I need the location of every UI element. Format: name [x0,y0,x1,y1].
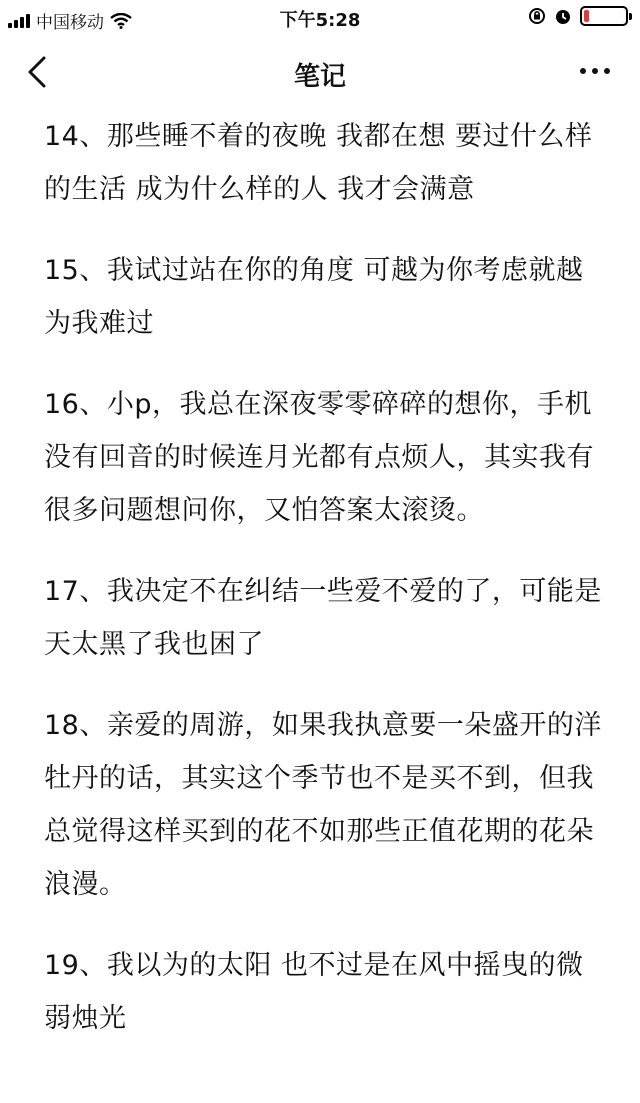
note-paragraph: 17、我决定不在纠结一些爱不爱的了，可能是天太黑了我也困了 [44,576,602,660]
rotation-lock-icon [528,7,546,25]
note-paragraph: 16、小p，我总在深夜零零碎碎的想你，手机没有回音的时候连月光都有点烦人，其实我有很多问题想问你，又怕答案太滚烫。 [44,389,594,526]
battery-fill [584,10,589,22]
alarm-icon [554,7,572,25]
carrier-label: 中国移动 [36,13,104,33]
status-right [528,6,628,26]
status-bar [0,0,640,40]
battery-icon [580,6,628,26]
note-paragraph: 15、我试过站在你的角度 可越为你考虑就越为我难过 [44,255,584,339]
more-horizontal-icon[interactable] [580,68,610,74]
page-title: 笔记 [293,62,346,92]
note-paragraph: 19、我以为的太阳 也不过是在风中摇曳的微弱烛光 [44,950,584,1034]
note-paragraph: 18、亲爱的周游，如果我执意要一朵盛开的洋牡丹的话，其实这个季节也不是买不到，但我总觉得这样买到的花不如那些正值花期的花朵浪漫。 [44,710,602,900]
note-content [44,110,604,1073]
status-time: 下午5:28 [279,10,361,31]
nav-bar [0,40,640,104]
note-paragraph: 14、那些睡不着的夜晚 我都在想 要过什么样的生活 成为什么样的人 我才会满意 [44,121,593,205]
